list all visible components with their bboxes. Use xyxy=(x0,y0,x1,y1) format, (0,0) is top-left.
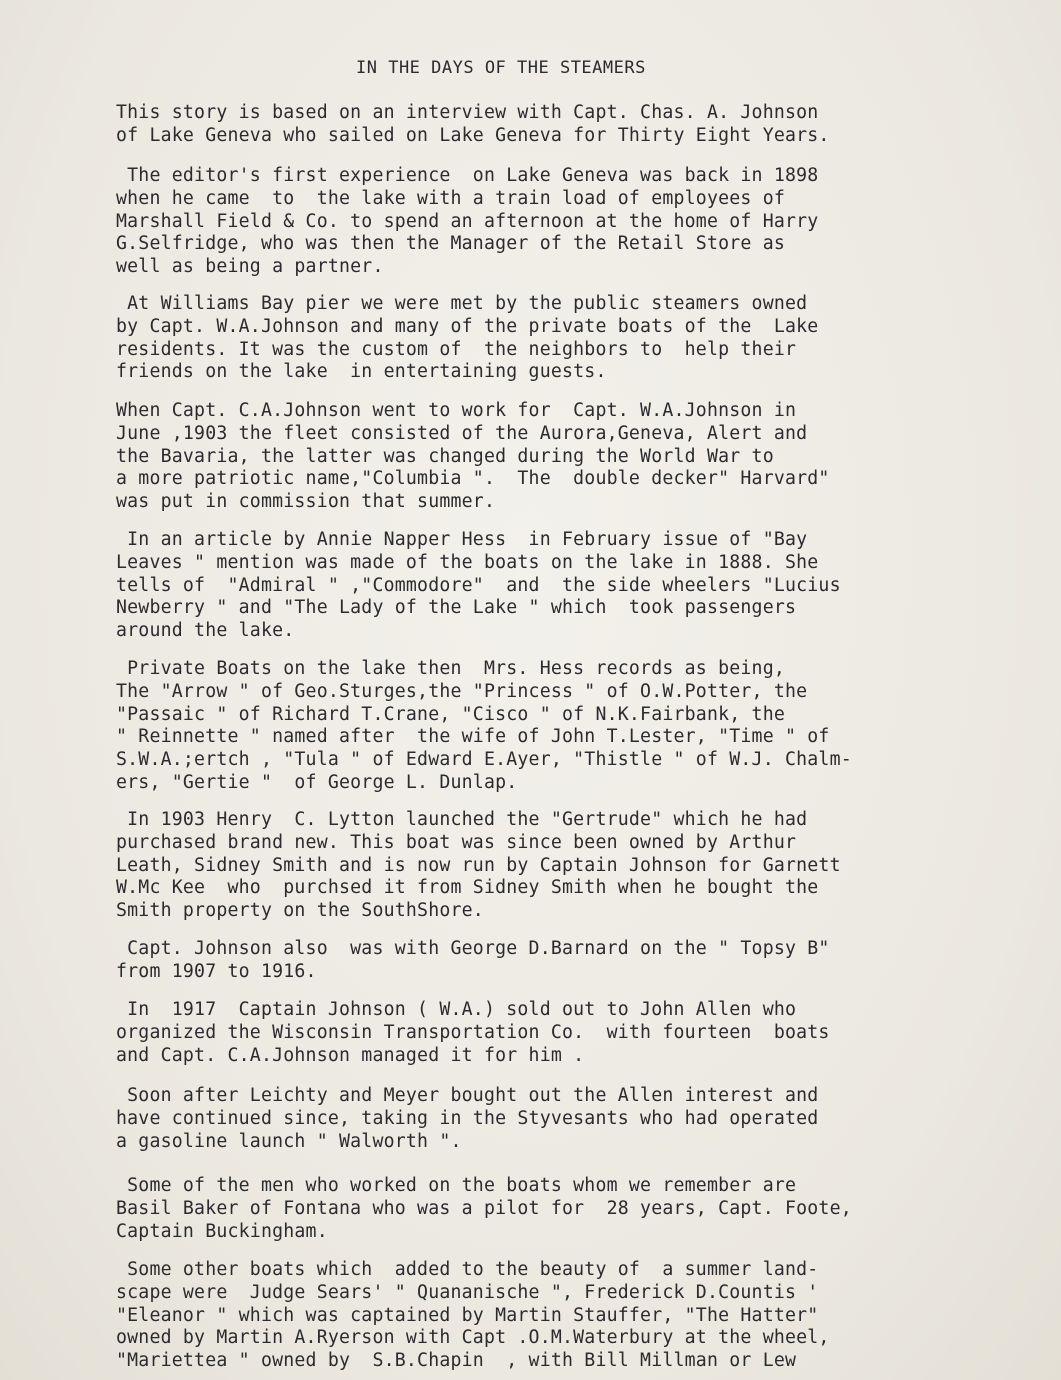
text-line: The editor's first experience on Lake Geneva was back in 1898 xyxy=(116,165,819,186)
paragraph-boat-men xyxy=(116,1175,996,1243)
text-line: Soon after Leichty and Meyer bought out the Allen interest and xyxy=(116,1085,819,1106)
text-line: Capt. Johnson also was with George D.Barnard on the " Topsy B" xyxy=(116,938,830,959)
text-line: around the lake. xyxy=(116,620,295,642)
paragraph-fleet xyxy=(116,400,996,514)
text-line: Smith property on the SouthShore. xyxy=(116,900,484,922)
text-line: of Lake Geneva who sailed on Lake Geneva for Thirty Eight Years. xyxy=(116,124,830,146)
text-line: The "Arrow " of Geo.Sturges,the "Princess " of O.W.Potter, the xyxy=(116,680,808,702)
text-line: In 1917 Captain Johnson ( W.A.) sold out to John Allen who xyxy=(116,999,797,1020)
text-line: Leath, Sidney Smith and is now run by Captain Johnson for Garnett xyxy=(116,854,841,876)
paragraph-topsy-b xyxy=(116,938,996,984)
text-line: Marshall Field & Co. to spend an afternoon at the home of Harry xyxy=(116,210,819,232)
text-line: owned by Martin A.Ryerson with Capt .O.M.Waterbury at the wheel, xyxy=(116,1327,830,1349)
text-line: well as being a partner. xyxy=(116,256,384,278)
paragraph-editor-experience xyxy=(116,165,996,279)
text-line: "Eleanor " which was captained by Martin Stauffer, "The Hatter" xyxy=(116,1304,819,1326)
text-line: friends on the lake in entertaining guests. xyxy=(116,361,607,383)
text-line: the Bavaria, the latter was changed during the World War to xyxy=(116,445,774,467)
text-line: from 1907 to 1916. xyxy=(116,960,317,982)
paragraph-gertrude xyxy=(116,809,996,923)
text-line: "Passaic " of Richard T.Crane, "Cisco " of N.K.Fairbank, the xyxy=(116,703,785,725)
paragraph-intro xyxy=(116,102,996,148)
text-line: Newberry " and "The Lady of the Lake " which took passengers xyxy=(116,597,797,619)
text-line: " Reinnette " named after the wife of John T.Lester, "Time " of xyxy=(116,726,830,748)
text-line: scape were Judge Sears' " Quananische ", Frederick D.Countis ' xyxy=(116,1281,819,1303)
text-line: by Capt. W.A.Johnson and many of the private boats of the Lake xyxy=(116,315,819,337)
text-line: When Capt. C.A.Johnson went to work for Capt. W.A.Johnson in xyxy=(116,400,797,421)
text-line: residents. It was the custom of the neighbors to help their xyxy=(116,338,797,360)
text-line: Private Boats on the lake then Mrs. Hess records as being, xyxy=(116,658,785,679)
text-line: and Capt. C.A.Johnson managed it for him . xyxy=(116,1044,585,1066)
paragraph-williams-bay xyxy=(116,293,996,384)
text-line: This story is based on an interview with Capt. Chas. A. Johnson xyxy=(116,102,819,123)
paragraph-transportation-co xyxy=(116,999,996,1067)
text-line: when he came to the lake with a train load of employees of xyxy=(116,187,785,209)
text-line: S.W.A.;ertch , "Tula " of Edward E.Ayer, "Thistle " of W.J. Chalm- xyxy=(116,749,852,771)
paragraph-private-boats xyxy=(116,658,996,795)
text-line: W.Mc Kee who purchsed it from Sidney Smith when he bought the xyxy=(116,877,819,899)
text-line: In an article by Annie Napper Hess in February issue of "Bay xyxy=(116,529,808,550)
text-line: Captain Buckingham. xyxy=(116,1220,328,1242)
paragraph-bay-leaves xyxy=(116,529,996,643)
text-line: a more patriotic name,"Columbia ". The double decker" Harvard" xyxy=(116,468,830,490)
text-line: have continued since, taking in the Styvesants who had operated xyxy=(116,1107,819,1129)
text-line: purchased brand new. This boat was since been owned by Arthur xyxy=(116,831,797,853)
text-line: Some other boats which added to the beauty of a summer land- xyxy=(116,1259,819,1280)
text-line: At Williams Bay pier we were met by the public steamers owned xyxy=(116,293,808,314)
paragraph-other-boats xyxy=(116,1259,996,1373)
text-line: G.Selfridge, who was then the Manager of the Retail Store as xyxy=(116,233,785,255)
text-line: was put in commission that summer. xyxy=(116,491,496,513)
text-line: Some of the men who worked on the boats whom we remember are xyxy=(116,1175,797,1196)
paragraph-leichty-meyer xyxy=(116,1085,996,1153)
text-line: a gasoline launch " Walworth ". xyxy=(116,1130,462,1152)
text-line: "Mariettea " owned by S.B.Chapin , with Bill Millman or Lew xyxy=(116,1350,797,1372)
text-line: tells of "Admiral " ,"Commodore" and the side wheelers "Lucius xyxy=(116,574,841,596)
document-title: IN THE DAYS OF THE STEAMERS xyxy=(356,58,646,78)
text-line: organized the Wisconsin Transportation Co. with fourteen boats xyxy=(116,1021,830,1043)
text-line: In 1903 Henry C. Lytton launched the "Gertrude" which he had xyxy=(116,809,808,830)
text-line: Leaves " mention was made of the boats on the lake in 1888. She xyxy=(116,551,819,573)
text-line: Basil Baker of Fontana who was a pilot for 28 years, Capt. Foote, xyxy=(116,1197,852,1219)
text-line: ers, "Gertie " of George L. Dunlap. xyxy=(116,771,518,793)
text-line: June ,1903 the fleet consisted of the Aurora,Geneva, Alert and xyxy=(116,422,808,444)
